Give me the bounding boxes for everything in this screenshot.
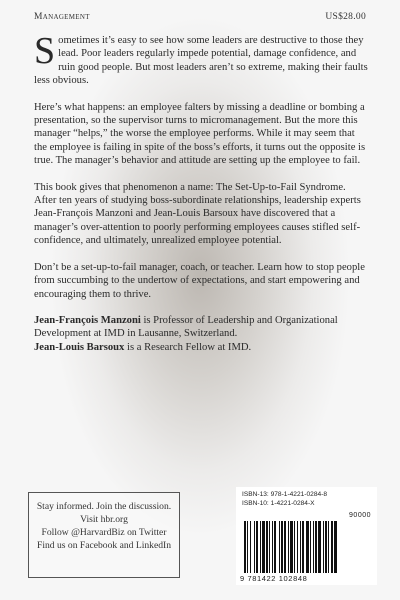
author-bio-text-2: is a Research Fellow at IMD. [124, 341, 252, 353]
promo-line-3: Follow @HarvardBiz on Twitter [41, 527, 167, 538]
barcode-bar [325, 521, 327, 573]
barcode-bar [274, 521, 276, 573]
author-bio-2 [34, 341, 370, 354]
barcode-bar [323, 521, 324, 573]
barcode-bar [328, 521, 329, 573]
promo-line-1: Stay informed. Join the discussion. [36, 501, 172, 512]
barcode-bar [281, 521, 283, 573]
isbn-10: ISBN-10: 1-4221-0284-X [242, 500, 315, 507]
author-name-2: Jean-Louis Barsoux [34, 341, 125, 353]
cover-header [34, 12, 366, 22]
promo-line-4: Find us on Facebook and LinkedIn [36, 540, 172, 551]
blurb [34, 30, 370, 354]
barcode-bar [334, 521, 337, 573]
barcode-bar [313, 521, 314, 573]
author-name-1: Jean-François Manzoni [34, 314, 141, 326]
barcode-bar [269, 521, 270, 573]
isbn-13: ISBN-13: 978-1-4221-0284-8 [242, 491, 328, 498]
barcode-bar [260, 521, 261, 573]
barcode-bar [279, 521, 280, 573]
barcode-bar [250, 521, 251, 573]
blurb-paragraph-1: Sometimes it’s easy to see how some leaders are destructive to those they lead. Poor leaders regularly impede potential, damage confidence, and ruin good people. But most leaders aren’t so extreme, making their faults less obvious. [34, 30, 368, 87]
barcode-block [236, 487, 377, 585]
price-label: US$28.00 [325, 12, 366, 22]
blurb-paragraph-3: This book gives that phenomenon a name: The Set-Up-to-Fail Syndrome. After ten years of studying boss-subordinate relationships, leadership experts Jean-François Manzoni and Jean-Louis Barsoux have discovered that a manager’s over-attention to poorly performing employees causes stifled self-confidence, and ultimately, unrealized employee potential. [34, 181, 361, 247]
author-bio-text-1: is Professor of Leadership and Organizational Development at IMD in Lausanne, Switzerland. [34, 314, 338, 340]
barcode-bar [262, 521, 265, 573]
barcode-bar [244, 521, 246, 573]
barcode-icon [242, 521, 371, 573]
barcode-bar [288, 521, 289, 573]
barcode-bar [272, 521, 273, 573]
promo-box [28, 492, 180, 578]
category-label: Management [34, 12, 90, 22]
barcode-digits: 9 781422 102848 [240, 574, 308, 583]
price-code: 90000 [349, 512, 371, 519]
promo-line-2: Visit hbr.org [80, 514, 128, 525]
barcode-bar [300, 521, 301, 573]
barcode-bar [256, 521, 258, 573]
barcode-bar [318, 521, 321, 573]
blurb-paragraph-2: Here’s what happens: an employee falters by missing a deadline or bombing a presentation, so the supervisor turns to micromanagement. But the more this manager “helps,” the worse the employee performs. While it may seem that the employee is failing in spite of the boss’s efforts, it turns out the opposite is true. The manager’s behavior and attitude are setting up the employee to fail. [34, 101, 366, 167]
blurb-paragraph-4: Don’t be a set-up-to-fail manager, coach, or teacher. Learn how to stop people from succumbing to the undertow of expectations, and start empowering and encouraging them to thrive. [34, 261, 365, 300]
barcode-bar [331, 521, 333, 573]
barcode-bar [315, 521, 317, 573]
barcode-bar [266, 521, 268, 573]
barcode-bar [254, 521, 255, 573]
barcode-bar [284, 521, 286, 573]
barcode-bar [306, 521, 309, 573]
barcode-bar [247, 521, 248, 573]
barcode-bar [290, 521, 293, 573]
barcode-bar [297, 521, 298, 573]
barcode-bar [310, 521, 311, 573]
barcode-bar [302, 521, 304, 573]
barcode-bar [294, 521, 295, 573]
author-bio-1 [34, 314, 370, 341]
